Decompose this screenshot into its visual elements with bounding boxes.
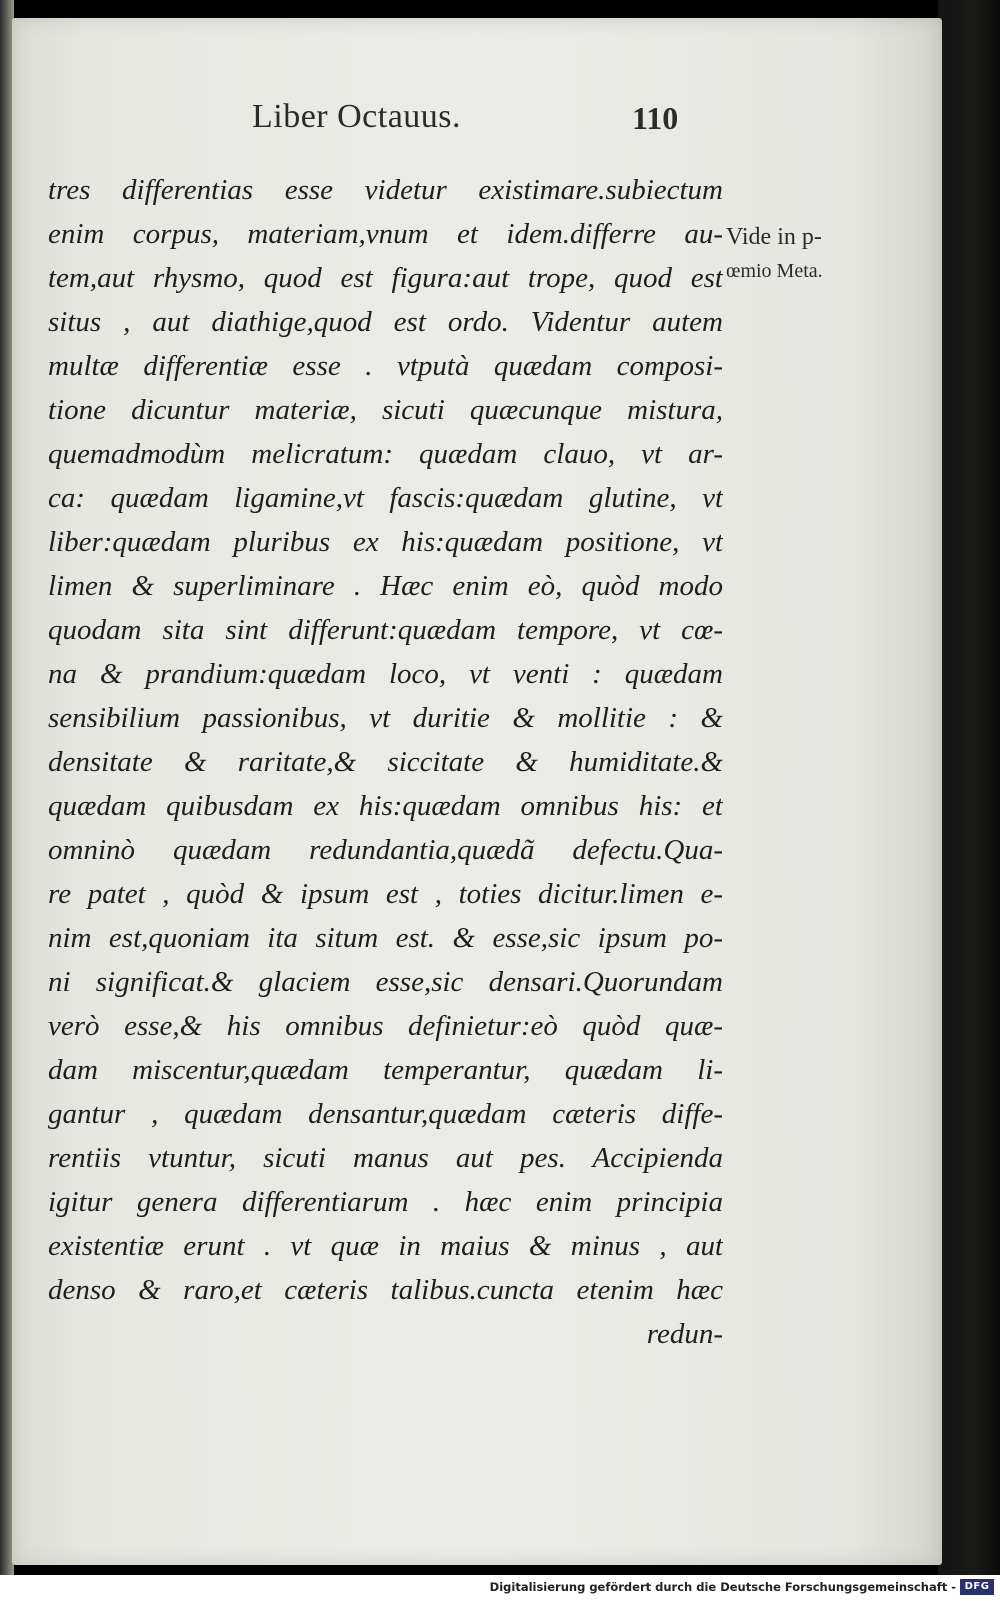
text-line: verò esse,& his omnibus definietur:eò quòd quæ- xyxy=(48,1010,723,1042)
text-line: quemadmodùm melicratum: quædam clauo, vt ar- xyxy=(48,438,723,470)
text-line: ni significat.& glaciem esse,sic densari.Quorundam xyxy=(48,966,723,998)
book-right-edge xyxy=(938,0,1000,1575)
text-line: quodam sita sint differunt:quædam tempore, vt cœ- xyxy=(48,614,723,646)
text-line: densitate & raritate,& siccitate & humiditate.& xyxy=(48,746,723,778)
text-line: tres differentias esse videtur existimare.subiectum xyxy=(48,174,723,206)
text-line: rentiis vtuntur, sicuti manus aut pes. Accipienda xyxy=(48,1142,723,1174)
text-line: tione dicuntur materiæ, sicuti quæcunque mistura, xyxy=(48,394,723,426)
text-line: dam miscentur,quædam temperantur, quædam li- xyxy=(48,1054,723,1086)
text-line: gantur , quædam densantur,quædam cæteris diffe- xyxy=(48,1098,723,1130)
text-line: denso & raro,et cæteris talibus.cuncta etenim hæc xyxy=(48,1274,723,1306)
page-number: 110 xyxy=(632,100,679,136)
text-line: situs , aut diathige,quod est ordo. Videntur autem xyxy=(48,306,723,338)
text-line: sensibilium passionibus, vt duritie & mollitie : & xyxy=(48,702,723,734)
text-line: existentiæ erunt . vt quæ in maius & minus , aut xyxy=(48,1230,723,1262)
text-line: limen & superliminare . Hæc enim eò, quòd modo xyxy=(48,570,723,602)
text-line: ca: quædam ligamine,vt fascis:quædam glutine, vt xyxy=(48,482,723,514)
catchword: redun- xyxy=(646,1318,723,1350)
text-line: re patet , quòd & ipsum est , toties dicitur.limen e- xyxy=(48,878,723,910)
body-text xyxy=(48,168,723,1356)
page-header-title: Liber Octauus. xyxy=(252,98,462,135)
marginal-note xyxy=(726,220,886,288)
text-line: liber:quædam pluribus ex his:quædam positione, vt xyxy=(48,526,723,558)
running-head xyxy=(0,98,940,148)
text-line: multæ differentiæ esse . vtputà quædam composi- xyxy=(48,350,723,382)
text-line: omninò quædam redundantia,quædã defectu.Qua- xyxy=(48,834,723,866)
text-line: enim corpus, materiam,vnum et idem.differre au- xyxy=(48,218,723,250)
text-line: na & prandium:quædam loco, vt venti : quædam xyxy=(48,658,723,690)
marginal-note-line: œmio Meta. xyxy=(726,260,823,282)
text-line: quædam quibusdam ex his:quædam omnibus his: et xyxy=(48,790,723,822)
funding-credit: Digitalisierung gefördert durch die Deutsche Forschungsgemeinschaft - xyxy=(489,1580,956,1594)
text-line: nim est,quoniam ita situm est. & esse,sic ipsum po- xyxy=(48,922,723,954)
text-line: igitur genera differentiarum . hæc enim principia xyxy=(48,1186,723,1218)
marginal-note-line: Vide in p- xyxy=(726,224,822,250)
text-line: tem,aut rhysmo, quod est figura:aut trope, quod est xyxy=(48,262,723,294)
digitization-footer xyxy=(0,1575,1000,1601)
dfg-logo-icon: DFG xyxy=(960,1579,994,1595)
